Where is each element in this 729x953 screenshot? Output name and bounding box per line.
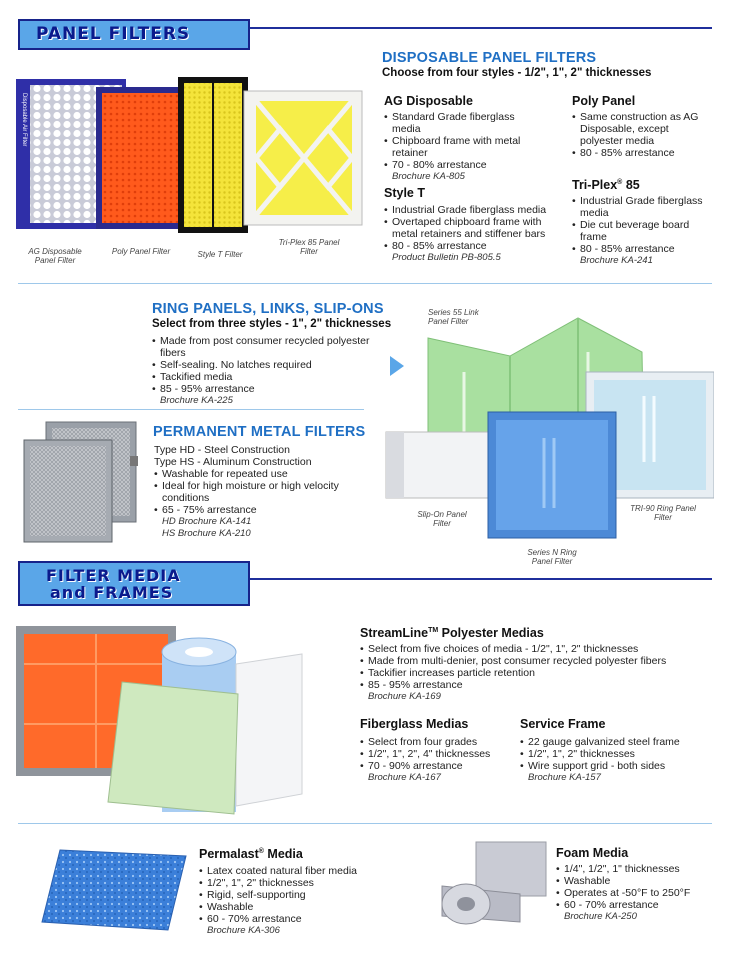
streamline-suffix: Polyester Medias [438, 626, 544, 640]
list-item: • Overtaped chipboard frame with metal retainers and stiffener bars [384, 216, 564, 240]
divider-3 [18, 823, 712, 824]
list-item: • 80 - 85% arrestance [384, 240, 564, 252]
slipon-image [386, 432, 490, 498]
triplex-image [244, 91, 362, 225]
list-item: • Die cut beverage board frame [572, 219, 712, 243]
list-item: • 65 - 75% arrestance [154, 504, 354, 516]
foam-bullets [556, 863, 716, 923]
triplex-name: Tri-Plex [572, 178, 618, 192]
foam-heading: Foam Media [556, 846, 629, 860]
series55-caption: Series 55 Link Panel Filter [428, 308, 479, 326]
ring-ref: Brochure KA-225 [160, 395, 233, 406]
style-t-caption: Style T Filter [197, 250, 243, 259]
style-t-bullets [384, 204, 564, 264]
divider-1 [18, 283, 712, 284]
metal-title: PERMANENT METAL FILTERS [153, 424, 366, 440]
fiberglass-pad-image [108, 682, 238, 814]
fiberglass-heading: Fiberglass Medias [360, 717, 469, 731]
triplex-bullets [572, 195, 712, 267]
list-item: • Select from five choices of media - 1/2", 1", 2" thicknesses [360, 643, 710, 655]
panel-filters-illustration [12, 75, 364, 235]
style-t-heading: Style T [384, 186, 425, 200]
permalast-ref: Brochure KA-306 [207, 925, 280, 936]
list-item: • Washable for repeated use [154, 468, 354, 480]
list-item: • 85 - 95% arrestance [152, 383, 392, 395]
fiberglass-bullets [360, 736, 520, 784]
service-frame-bullets [520, 736, 710, 784]
permalast-name: Permalast [199, 847, 259, 861]
ag-caption: AG Disposable Panel Filter [28, 247, 82, 265]
registered-mark: ® [258, 847, 264, 855]
filter-media-banner [18, 561, 250, 606]
list-item: • Washable [199, 901, 389, 913]
ag-bullets [384, 111, 544, 183]
seriesn-caption: Series N Ring Panel Filter [527, 548, 577, 566]
slipon-caption: Slip-On Panel Filter [417, 510, 467, 528]
list-item: • Operates at -50°F to 250°F [556, 887, 716, 899]
list-item: • 80 - 85% arrestance [572, 243, 712, 255]
list-item: • Tackified media [152, 371, 392, 383]
triplex-heading [572, 178, 640, 192]
permalast-bullets [199, 865, 389, 937]
top-rule [250, 27, 712, 29]
list-item: • Rigid, self-supporting [199, 889, 389, 901]
list-item: • Latex coated natural fiber media [199, 865, 389, 877]
streamline-bullets [360, 643, 710, 703]
list-item: • 60 - 70% arrestance [556, 899, 716, 911]
list-item: • Made from post consumer recycled polyester fibers [152, 335, 392, 359]
streamline-name: StreamLine [360, 626, 429, 640]
disposable-title: DISPOSABLE PANEL FILTERS [382, 50, 597, 66]
list-item: • 70 - 90% arrestance [360, 760, 520, 772]
list-item: • 1/4", 1/2", 1" thicknesses [556, 863, 716, 875]
metal-filters-illustration [22, 420, 142, 544]
list-item: • 70 - 80% arrestance [384, 159, 544, 171]
panel-filters-banner-text: PANEL FILTERS [36, 24, 191, 44]
list-item: • Tackifier increases particle retention [360, 667, 710, 679]
list-item: • Chipboard frame with metal retainer [384, 135, 544, 159]
streamline-heading [360, 626, 544, 640]
list-item: • Wire support grid - both sides [520, 760, 710, 772]
ag-heading: AG Disposable [384, 94, 473, 108]
service-frame-heading: Service Frame [520, 717, 606, 731]
metal-bullets [154, 468, 354, 540]
tri90-caption: TRI-90 Ring Panel Filter [630, 504, 696, 522]
metal-type-hs: Type HS - Aluminum Construction [154, 456, 312, 468]
disposable-subtitle: Choose from four styles - 1/2", 1", 2" thicknesses [382, 67, 652, 79]
list-item: • Standard Grade fiberglass media [384, 111, 544, 135]
list-item: • 1/2", 1", 2" thicknesses [199, 877, 389, 889]
metal-ref-hd: HD Brochure KA-141 [162, 516, 252, 527]
poly-heading: Poly Panel [572, 94, 636, 108]
list-item: • Industrial Grade fiberglass media [572, 195, 712, 219]
list-item: • 80 - 85% arrestance [572, 147, 712, 159]
seriesn-image [488, 412, 616, 538]
triplex-caption: Tri-Plex 85 Panel Filter [278, 238, 340, 256]
poly-bullets [572, 111, 712, 159]
list-item: • Select from four grades [360, 736, 520, 748]
streamline-ref: Brochure KA-169 [368, 691, 441, 702]
triplex-ref: Brochure KA-241 [580, 255, 653, 266]
style-t-image [178, 77, 248, 233]
trademark-mark: TM [428, 626, 439, 634]
divider-2 [18, 409, 364, 410]
panel-filters-banner [18, 19, 250, 50]
ring-title: RING PANELS, LINKS, SLIP-ONS [152, 301, 384, 317]
list-item: • 1/2", 1", 2", 4" thicknesses [360, 748, 520, 760]
style-t-ref: Product Bulletin PB-805.5 [392, 252, 501, 263]
registered-mark: ® [617, 178, 623, 186]
list-item: • 85 - 95% arrestance [360, 679, 710, 691]
permalast-image [40, 846, 188, 932]
foam-media-image [436, 838, 548, 930]
poly-caption: Poly Panel Filter [111, 247, 171, 256]
list-item: • 1/2", 1", 2" thicknesses [520, 748, 710, 760]
ag-frame-text: Disposable Air Filter [21, 93, 27, 147]
filter-media-banner-line2: and FRAMES [50, 583, 174, 602]
ag-ref: Brochure KA-805 [392, 171, 465, 182]
filter-media-banner-line1: FILTER MEDIA [46, 566, 181, 585]
list-item: • Made from multi-denier, post consumer recycled polyester fibers [360, 655, 710, 667]
ring-subtitle: Select from three styles - 1", 2" thicknesses [152, 318, 392, 330]
list-item: • Washable [556, 875, 716, 887]
list-item: • 60 - 70% arrestance [199, 913, 389, 925]
list-item: • 22 gauge galvanized steel frame [520, 736, 710, 748]
list-item: • Same construction as AG Disposable, except polyester media [572, 111, 712, 147]
triplex-number: 85 [622, 178, 640, 192]
ring-bullets [152, 335, 392, 407]
permalast-heading [199, 847, 303, 861]
permalast-suffix: Media [263, 847, 303, 861]
list-item: • Industrial Grade fiberglass media [384, 204, 564, 216]
poly-panel-image [96, 87, 188, 229]
list-item: • Ideal for high moisture or high velocity conditions [154, 480, 354, 504]
fiberglass-ref: Brochure KA-167 [368, 772, 441, 783]
media-rule [250, 578, 712, 580]
service-frame-ref: Brochure KA-157 [528, 772, 601, 783]
list-item: • Self-sealing. No latches required [152, 359, 392, 371]
metal-type-hd: Type HD - Steel Construction [154, 444, 290, 456]
media-frames-illustration [12, 624, 332, 816]
metal-ref-hs: HS Brochure KA-210 [162, 528, 251, 539]
foam-ref: Brochure KA-250 [564, 911, 637, 922]
